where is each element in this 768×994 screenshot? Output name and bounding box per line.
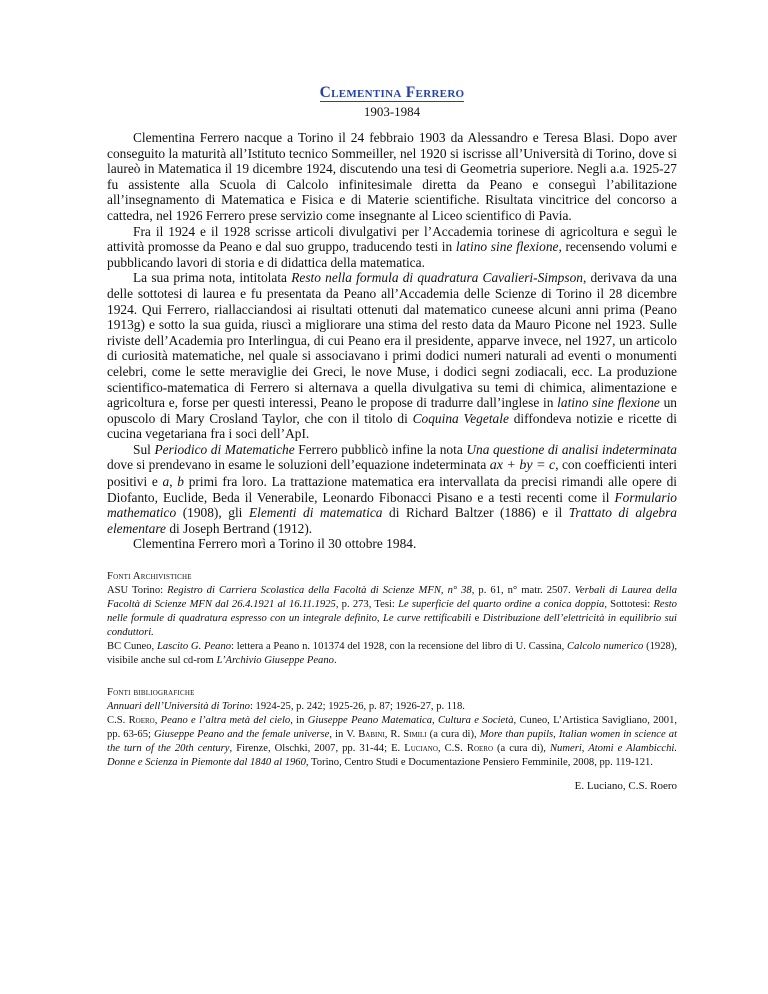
archival-sources-heading: Fonti Archivistiche	[107, 571, 192, 583]
italic-run: Le superficie del quarto ordine a conica doppia	[398, 599, 605, 611]
archival-sources	[107, 584, 677, 668]
text-run: (1928), visibile anche sul cd-rom	[107, 641, 677, 667]
italic-run: latino sine flexione	[557, 395, 660, 411]
bibliographic-sources-heading: Fonti bibliografiche	[107, 687, 195, 699]
text-run: , in	[290, 715, 308, 727]
text-run: , C.S.	[437, 743, 467, 755]
equation: ax + by = c	[489, 458, 556, 474]
italic-run: Giuseppe Peano and the female universe	[154, 729, 330, 741]
text-run: Sul	[133, 441, 155, 457]
author-name: Simili	[403, 729, 427, 741]
text-run: Fra il 1924 e il 1928 scrisse articoli divulgativi per l’Accademia torinese di agricoltura e seguì le attività promosse da Peano e dal suo gruppo, traducendo testi in	[107, 223, 677, 255]
italic-run: Giuseppe Peano Matematica, Cultura e Società	[307, 715, 514, 727]
title-text: Clementina Ferrero	[319, 84, 465, 101]
italic-run: Lascito G. Peano	[156, 641, 232, 653]
paragraph-5: Clementina Ferrero morì a Torino il 30 ottobre 1984.	[133, 536, 417, 552]
text-run: , Cuneo, L’Artistica Savigliano, 2001, pp. 63-65;	[107, 715, 678, 741]
text-run: (a cura di),	[426, 729, 480, 741]
text-run: , derivava da una delle sottotesi di laurea e fu presentata da Peano all’Accademia delle Scienze di Torino il 28 dicembre 1924. Qui Ferrero, riallacciandosi ai risultati ottenuti dal matematico cuneese alcuni anni prima (Peano 1913g) e sotto la sua guida, riuscì a migliorare una stima del resto data da Mauro Picone nel 1923. Sulle riviste dell’Academia pro Interlingua, di cui Peano era il presidente, apparve invece, nel 1927, un articolo di curiosità matematiche, nel quale si associavano i primi dodici numeri naturali ad eventi o monumenti celebri, come le sette meraviglie dei Greci, le nove Muse, i dodici segni zodiacali, ecc. La produzione scientifico-matematica di Ferrero si alternava a quella divulgativa su temi di chimica, alimentazione e agricoltura e, forse per questi interessi, Peano le propose di tradurre dall’inglese in	[107, 270, 677, 411]
italic-run: latino sine flexione,	[455, 239, 562, 255]
author-signature: E. Luciano, C.S. Roero	[574, 780, 677, 793]
italic-run: Le curve rettificabili	[382, 613, 472, 625]
text-run: diffondeva notizie e ricette di cucina vegetariana fra i soci dell’ApI.	[107, 410, 677, 442]
document-page	[107, 84, 677, 792]
italic-run: Periodico di Matematiche	[154, 441, 295, 457]
text-run: recensendo volumi e pubblicando lavori di storia e di didattica della matematica.	[107, 239, 677, 270]
text-run: , p. 61, n° matr. 2507.	[471, 585, 575, 597]
text-run: : 1924-25, p. 242; 1925-26, p. 87; 1926-27, p. 118.	[249, 701, 465, 713]
italic-run: Elementi di matematica	[248, 505, 383, 521]
text-run: ,	[169, 474, 178, 490]
text-run: ,	[154, 715, 161, 727]
life-years: 1903-1984	[363, 104, 421, 119]
author-name: Babini	[358, 729, 385, 741]
italic-run: Trattato di algebra elementare	[107, 505, 678, 536]
text-run: , con coefficienti interi positivi e	[107, 457, 677, 490]
bibliographic-ref-1	[107, 700, 677, 714]
italic-run: L’Archivio Giuseppe Peano	[216, 655, 334, 667]
italic-run: Numeri, Atomi e Alambicchi. Donne e Scienza in Piemonte dal 1840 al 1960	[107, 743, 678, 769]
text-run: , R.	[384, 729, 404, 741]
biography	[107, 130, 677, 552]
text-run: ASU Torino:	[107, 585, 168, 597]
italic-run: Resto nella formula di quadratura Cavalieri-Simpson	[291, 270, 583, 286]
text-run: La sua prima nota, intitolata	[133, 270, 292, 286]
text-run: (1908), gli	[176, 505, 249, 521]
text-run: (a cura di),	[493, 743, 550, 755]
italic-run: Resto nelle formule di quadratura espresso con un integrale definito	[107, 599, 677, 625]
italic-run: Annuari dell’Università di Torino	[107, 701, 250, 713]
text-run: di Joseph Bertrand (1912).	[166, 520, 313, 536]
paragraph-2	[107, 224, 677, 271]
author-name: Roero	[128, 715, 155, 727]
text-run: , Sottotesi:	[604, 599, 654, 611]
italic-run: Verbali di Laurea della Facoltà di Scienze MFN dal 26.4.1921 al 16.11.1925	[107, 585, 677, 611]
variable: b	[177, 474, 184, 490]
page-title	[107, 84, 677, 102]
text-run: , Firenze, Olschki, 2007, pp. 31-44; E.	[229, 743, 405, 755]
italic-run: Registro di Carriera Scolastica della Facoltà di Scienze MFN, n° 38	[167, 585, 472, 597]
author-name: Roero	[466, 743, 493, 755]
text-run: dove si prendevano in esame le soluzioni dell’equazione indeterminata	[107, 457, 490, 473]
text-run: : lettera a Peano n. 101374 del 1928, con la recensione del libro di U. Cassina,	[231, 641, 568, 653]
text-run: C.S.	[107, 715, 129, 727]
text-run: , in V.	[329, 729, 359, 741]
text-run: un opuscolo di Mary Crosland Taylor, che con il titolo di	[107, 395, 677, 426]
text-run: primi fra loro. La trattazione matematica era intervallata da precisi rimandi alle opere di Diofanto, Euclide, Beda il Venerabile, Leonardo Fibonacci Pisano e a testi recenti come il	[107, 474, 677, 505]
text-run: Ferrero pubblicò infine la nota	[294, 441, 467, 457]
archival-ref-1	[107, 584, 677, 640]
paragraph-1: Clementina Ferrero nacque a Torino il 24 febbraio 1903 da Alessandro e Teresa Blasi. Dopo aver conseguito la maturità all’Istituto tecnico Sommeiller, nel 1920 si iscrisse all’Università di Torino, dove si laureò in Matematica il 19 dicembre 1924, discutendo una tesi di Geometria superiore. Negli a.a. 1925-27 fu assistente alla Scuola di Calcolo infinitesimale diretta da Peano e conseguì l’abilitazione all’insegnamento di Matematica e Fisica e di Materie scientifiche. Risultata vincitrice del concorso a cattedra, nel 1926 Ferrero prese servizio come insegnante al Liceo scientifico di Pavia.	[107, 130, 677, 223]
text-run: BC Cuneo,	[107, 641, 157, 653]
text-run: , p. 273, Tesi:	[335, 599, 399, 611]
bibliographic-ref-2	[107, 714, 677, 770]
italic-run: Formulario mathematico	[107, 489, 677, 521]
italic-run: Peano e l’altra metà del cielo	[160, 715, 291, 727]
variable: a	[162, 474, 170, 490]
text-run: e	[471, 613, 483, 625]
italic-run: Distribuzione dell’elettricità in equilibrio sui conduttori.	[107, 613, 677, 639]
italic-run: Una questione di analisi indeterminata	[466, 441, 677, 457]
paragraph-4	[107, 442, 677, 537]
italic-run: Coquina Vegetale	[412, 410, 509, 426]
text-run: di Richard Baltzer (1886) e il	[382, 505, 569, 521]
text-run: ,	[376, 613, 383, 625]
archival-ref-2	[107, 640, 677, 668]
italic-run: Calcolo numerico	[567, 641, 644, 653]
text-run: , Torino, Centro Studi e Documentazione Pensiero Femminile, 2008, pp. 119-121.	[305, 757, 653, 769]
bibliographic-sources	[107, 700, 677, 770]
author-name: Luciano	[404, 743, 438, 755]
text-run: .	[333, 655, 337, 667]
italic-run: More than pupils, Italian women in science at the turn of the 20th century	[107, 729, 678, 755]
paragraph-3	[107, 270, 677, 442]
